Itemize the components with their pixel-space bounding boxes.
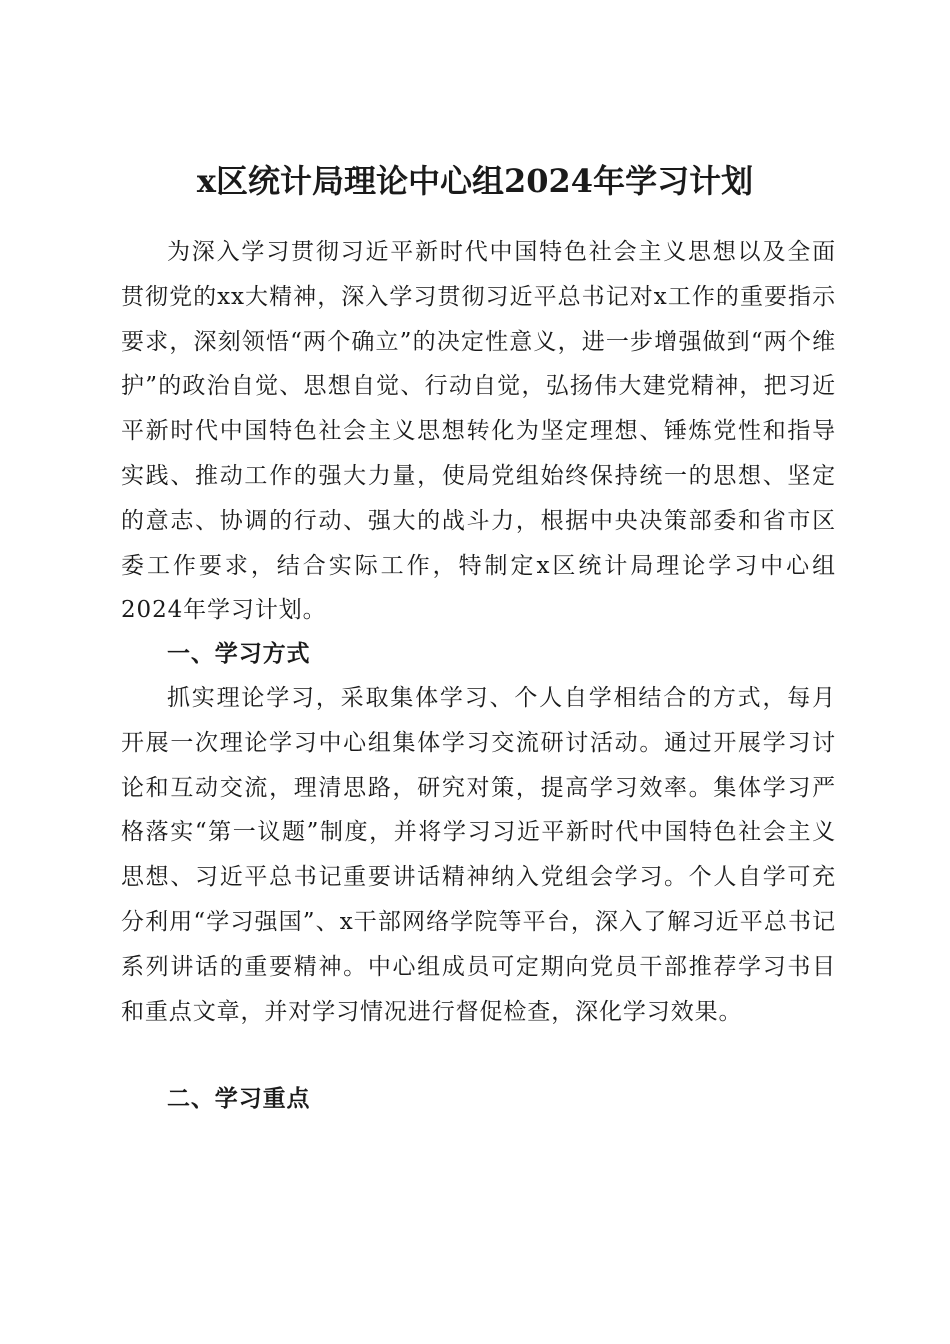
section-heading-study-focus: 二、学习重点 bbox=[167, 1085, 311, 1112]
section-body-study-method: 抓实理论学习，采取集体学习、个人自学相结合的方式，每月开展一次理论学习中心组集体学习交流研讨活动。通过开展学习讨论和互动交流，理清思路，研究对策，提高学习效率。集体学习严格落实“第一议题”制度，并将学习习近平新时代中国特色社会主义思想、习近平总书记重要讲话精神纳入党组会学习。个人自学可充分利用“学习强国”、x干部网络学院等平台，深入了解习近平总书记系列讲话的重要精神。中心组成员可定期向党员干部推荐学习书目和重点文章，并对学习情况进行督促检查，深化学习效果。 bbox=[121, 685, 836, 1025]
intro-paragraph: 为深入学习贯彻习近平新时代中国特色社会主义思想以及全面贯彻党的xx大精神，深入学习贯彻习近平总书记对x工作的重要指示要求，深刻领悟“两个确立”的决定性意义，进一步增强做到“两个维护”的政治自觉、思想自觉、行动自觉，弘扬伟大建党精神，把习近平新时代中国特色社会主义思想转化为坚定理想、锤炼党性和指导实践、推动工作的强大力量，使局党组始终保持统一的思想、坚定的意志、协调的行动、强大的战斗力，根据中央决策部委和省市区委工作要求，结合实际工作，特制定x区统计局理论学习中心组2024年学习计划。 bbox=[121, 239, 836, 624]
document-title: x区统计局理论中心组2024年学习计划 bbox=[196, 162, 754, 201]
section-heading-study-method: 一、学习方式 bbox=[167, 640, 311, 667]
